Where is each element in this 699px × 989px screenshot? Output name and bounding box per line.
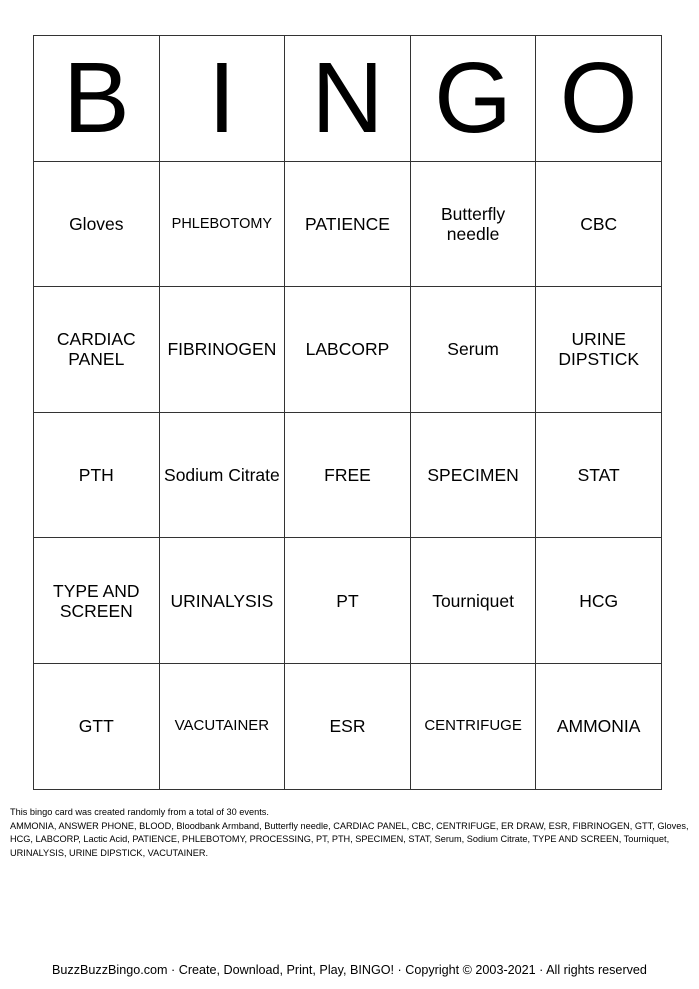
bingo-cell: LABCORP xyxy=(285,287,411,413)
header-letter-g: G xyxy=(410,36,536,162)
bingo-cell: URINE DIPSTICK xyxy=(536,287,662,413)
bingo-cell: CARDIAC PANEL xyxy=(34,287,160,413)
card-row xyxy=(34,412,662,538)
card-row xyxy=(34,663,662,789)
header-row xyxy=(34,36,662,162)
bingo-cell: GTT xyxy=(34,663,160,789)
card-row xyxy=(34,538,662,664)
bingo-cell: PHLEBOTOMY xyxy=(159,161,285,287)
bingo-cell: Tourniquet xyxy=(410,538,536,664)
footer-copyright: BuzzBuzzBingo.com · Create, Download, Print, Play, BINGO! · Copyright © 2003-2021 · All rights reserved xyxy=(52,963,647,977)
bingo-cell: CENTRIFUGE xyxy=(410,663,536,789)
bingo-cell: Butterfly needle xyxy=(410,161,536,287)
bingo-cell: Sodium Citrate xyxy=(159,412,285,538)
bingo-cell: PT xyxy=(285,538,411,664)
card-row xyxy=(34,161,662,287)
bingo-cell: Gloves xyxy=(34,161,160,287)
free-space-cell: FREE xyxy=(285,412,411,538)
bingo-cell: SPECIMEN xyxy=(410,412,536,538)
bingo-cell: HCG xyxy=(536,538,662,664)
bingo-cell: FIBRINOGEN xyxy=(159,287,285,413)
bingo-cell: Serum xyxy=(410,287,536,413)
header-letter-o: O xyxy=(536,36,662,162)
bingo-cell: ESR xyxy=(285,663,411,789)
bingo-card xyxy=(33,35,662,790)
header-letter-n: N xyxy=(285,36,411,162)
header-letter-b: B xyxy=(34,36,160,162)
header-letter-i: I xyxy=(159,36,285,162)
card-info-event-list: AMMONIA, ANSWER PHONE, BLOOD, Bloodbank Armband, Butterfly needle, CARDIAC PANEL, CBC, CENTRIFUGE, ER DRAW, ESR, FIBRINOGEN, GTT, Gloves, HCG, LABCORP, Lactic Acid, PATIENCE, PHLEBOTOMY, PROCESSING, PT, PTH, SPECIMEN, STAT, Serum, Sodium Citrate, TYPE AND SCREEN, Tourniquet, URINALYSIS, URINE DIPSTICK, VACUTAINER. xyxy=(10,820,689,858)
bingo-cell: TYPE AND SCREEN xyxy=(34,538,160,664)
card-row xyxy=(34,287,662,413)
bingo-cell: STAT xyxy=(536,412,662,538)
bingo-cell: URINALYSIS xyxy=(159,538,285,664)
bingo-cell: PTH xyxy=(34,412,160,538)
card-info-summary: This bingo card was created randomly from a total of 30 events. xyxy=(10,807,269,817)
bingo-cell: AMMONIA xyxy=(536,663,662,789)
bingo-cell: PATIENCE xyxy=(285,161,411,287)
bingo-cell: VACUTAINER xyxy=(159,663,285,789)
bingo-cell: CBC xyxy=(536,161,662,287)
card-info xyxy=(10,806,690,860)
